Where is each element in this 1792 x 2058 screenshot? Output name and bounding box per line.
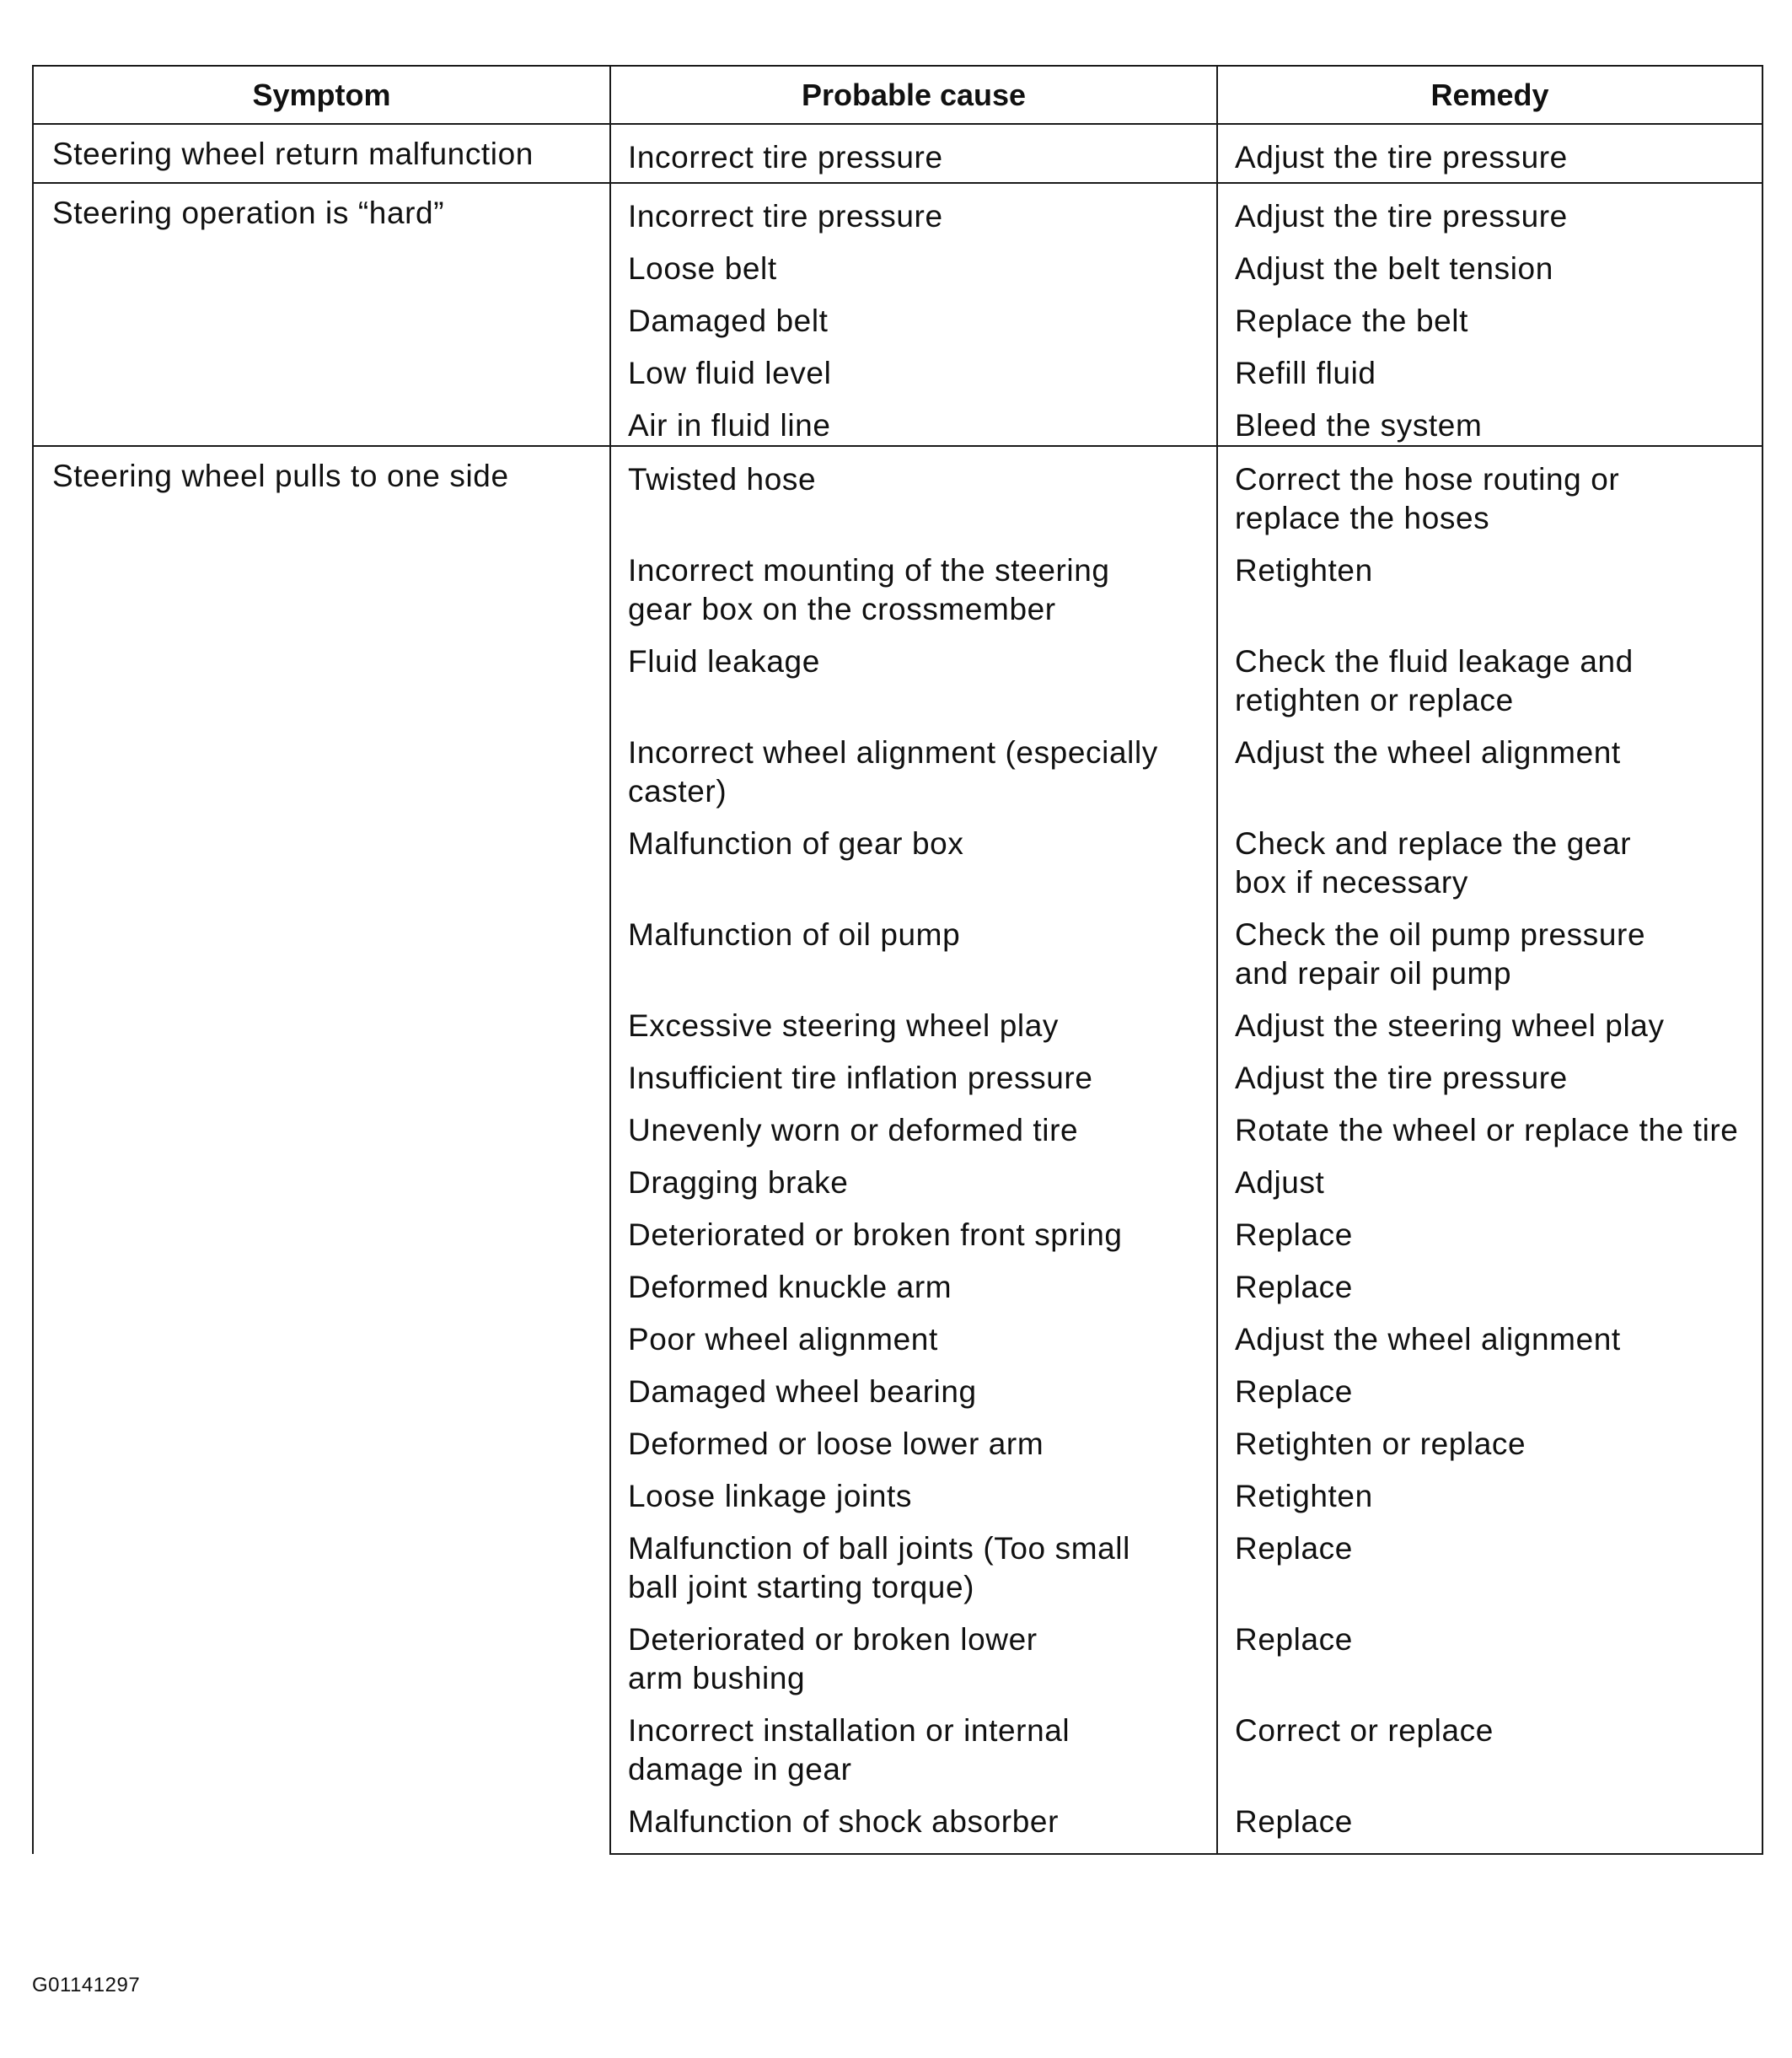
symptom-cell: Steering wheel pulls to one side [33, 446, 610, 1854]
cause-cell: Excessive steering wheel play [610, 993, 1217, 1045]
cause-cell: Loose belt [610, 236, 1217, 288]
cause-cell: Fluid leakage [610, 629, 1217, 720]
remedy-cell: Retighten or replace [1217, 1411, 1762, 1464]
remedy-cell: Adjust the wheel alignment [1217, 1307, 1762, 1359]
cause-cell: Incorrect tire pressure [610, 183, 1217, 236]
remedy-cell: Replace [1217, 1202, 1762, 1255]
cause-cell: Twisted hose [610, 446, 1217, 538]
table-row [33, 183, 1762, 236]
remedy-cell: Adjust the tire pressure [1217, 1045, 1762, 1098]
remedy-cell: Check the fluid leakage and retighten or replace [1217, 629, 1762, 720]
cause-cell: Unevenly worn or deformed tire [610, 1098, 1217, 1150]
remedy-cell: Retighten [1217, 538, 1762, 629]
symptom-cell: Steering wheel return malfunction [33, 124, 610, 183]
table-body [33, 124, 1762, 1854]
remedy-cell: Correct the hose routing or replace the hoses [1217, 446, 1762, 538]
troubleshooting-page [32, 65, 1762, 1855]
remedy-cell: Rotate the wheel or replace the tire [1217, 1098, 1762, 1150]
remedy-cell: Adjust [1217, 1150, 1762, 1202]
cause-cell: Incorrect installation or internal damage in gear [610, 1698, 1217, 1789]
table-row [33, 446, 1762, 538]
remedy-cell: Replace [1217, 1359, 1762, 1411]
cause-cell: Incorrect wheel alignment (especially caster) [610, 720, 1217, 811]
remedy-cell: Adjust the tire pressure [1217, 124, 1762, 183]
remedy-cell: Replace [1217, 1607, 1762, 1698]
remedy-cell: Retighten [1217, 1464, 1762, 1516]
cause-cell: Insufficient tire inflation pressure [610, 1045, 1217, 1098]
cause-cell: Poor wheel alignment [610, 1307, 1217, 1359]
remedy-cell: Replace [1217, 1789, 1762, 1854]
header-probable-cause: Probable cause [610, 66, 1217, 124]
remedy-cell: Replace [1217, 1516, 1762, 1607]
cause-cell: Malfunction of ball joints (Too small ball joint starting torque) [610, 1516, 1217, 1607]
troubleshooting-table [32, 65, 1763, 1855]
cause-cell: Loose linkage joints [610, 1464, 1217, 1516]
cause-cell: Malfunction of gear box [610, 811, 1217, 902]
remedy-cell: Bleed the system [1217, 393, 1762, 446]
cause-cell: Low fluid level [610, 341, 1217, 393]
cause-cell: Deformed or loose lower arm [610, 1411, 1217, 1464]
symptom-cell: Steering operation is “hard” [33, 183, 610, 446]
remedy-cell: Refill fluid [1217, 341, 1762, 393]
cause-cell: Dragging brake [610, 1150, 1217, 1202]
table-header [33, 66, 1762, 124]
header-remedy: Remedy [1217, 66, 1762, 124]
cause-cell: Deteriorated or broken lower arm bushing [610, 1607, 1217, 1698]
cause-cell: Air in fluid line [610, 393, 1217, 446]
remedy-cell: Adjust the tire pressure [1217, 183, 1762, 236]
cause-cell: Incorrect tire pressure [610, 124, 1217, 183]
table-row [33, 124, 1762, 183]
remedy-cell: Adjust the steering wheel play [1217, 993, 1762, 1045]
remedy-cell: Check the oil pump pressure and repair oil pump [1217, 902, 1762, 993]
cause-cell: Damaged belt [610, 288, 1217, 341]
cause-cell: Deformed knuckle arm [610, 1255, 1217, 1307]
remedy-cell: Replace [1217, 1255, 1762, 1307]
remedy-cell: Adjust the belt tension [1217, 236, 1762, 288]
remedy-cell: Replace the belt [1217, 288, 1762, 341]
remedy-cell: Correct or replace [1217, 1698, 1762, 1789]
cause-cell: Deteriorated or broken front spring [610, 1202, 1217, 1255]
header-row [33, 66, 1762, 124]
header-symptom: Symptom [33, 66, 610, 124]
figure-id: G01141297 [32, 1974, 141, 1996]
cause-cell: Damaged wheel bearing [610, 1359, 1217, 1411]
remedy-cell: Adjust the wheel alignment [1217, 720, 1762, 811]
cause-cell: Malfunction of oil pump [610, 902, 1217, 993]
remedy-cell: Check and replace the gear box if necessary [1217, 811, 1762, 902]
cause-cell: Malfunction of shock absorber [610, 1789, 1217, 1854]
cause-cell: Incorrect mounting of the steering gear box on the crossmember [610, 538, 1217, 629]
